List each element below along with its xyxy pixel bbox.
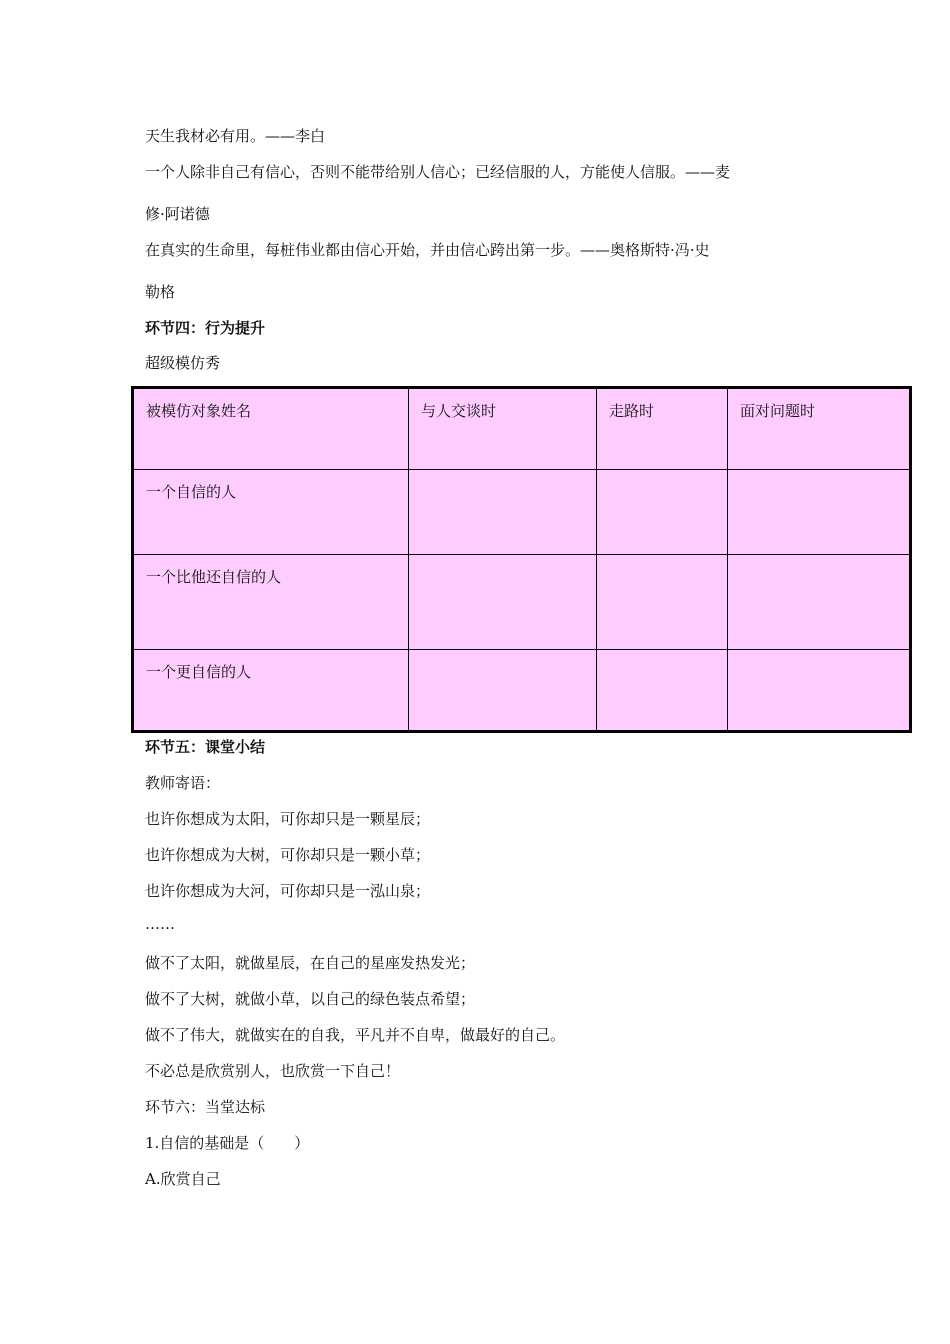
table-row — [133, 555, 911, 650]
table-cell[interactable] — [728, 555, 911, 650]
option-line: A.欣赏自己 — [145, 1170, 221, 1188]
table-cell[interactable] — [597, 555, 728, 650]
imitation-table — [131, 386, 912, 733]
table-cell[interactable] — [728, 470, 911, 555]
text-line: 做不了伟大，就做实在的自我，平凡并不自卑，做最好的自己。 — [145, 1026, 566, 1044]
quote-line: 天生我材必有用。——李白 — [145, 127, 326, 145]
table-row — [133, 470, 911, 555]
table-cell[interactable] — [597, 470, 728, 555]
section-heading: 环节六：当堂达标 — [145, 1098, 266, 1116]
text-line: 教师寄语： — [145, 774, 221, 792]
table-cell: 一个更自信的人 — [133, 650, 409, 732]
text-line: 做不了大树，就做小草，以自己的绿色装点希望； — [145, 990, 476, 1008]
table-cell: 一个自信的人 — [133, 470, 409, 555]
table-header-cell: 与人交谈时 — [409, 388, 597, 470]
section-heading: 环节五：课堂小结 — [145, 738, 266, 756]
text-line: 也许你想成为大河，可你却只是一泓山泉； — [145, 882, 431, 900]
table-header-cell: 走路时 — [597, 388, 728, 470]
section-heading: 环节四：行为提升 — [145, 319, 266, 337]
quote-line: 一个人除非自己有信心，否则不能带给别人信心；已经信服的人，方能使人信服。——麦 — [145, 163, 731, 181]
table-cell[interactable] — [728, 650, 911, 732]
table-header-row — [133, 388, 911, 470]
table-cell[interactable] — [409, 470, 597, 555]
table-cell[interactable] — [409, 555, 597, 650]
quote-line: 在真实的生命里，每桩伟业都由信心开始，并由信心跨出第一步。——奥格斯特·冯·史 — [145, 241, 710, 259]
table-header-cell: 被模仿对象姓名 — [133, 388, 409, 470]
question-line: 1.自信的基础是（ ） — [145, 1134, 310, 1152]
table-cell[interactable] — [597, 650, 728, 732]
section-subheading: 超级模仿秀 — [145, 354, 221, 372]
table-cell: 一个比他还自信的人 — [133, 555, 409, 650]
text-line: 做不了太阳，就做星辰，在自己的星座发热发光； — [145, 954, 476, 972]
text-line: 不必总是欣赏别人，也欣赏一下自己！ — [145, 1062, 401, 1080]
text-line: 也许你想成为太阳，可你却只是一颗星辰； — [145, 810, 431, 828]
table-header-cell: 面对问题时 — [728, 388, 911, 470]
text-line: …… — [145, 915, 175, 933]
quote-line: 修·阿诺德 — [145, 205, 210, 223]
text-line: 也许你想成为大树，可你却只是一颗小草； — [145, 846, 431, 864]
quote-line: 勒格 — [145, 283, 176, 301]
table-row — [133, 650, 911, 732]
table-cell[interactable] — [409, 650, 597, 732]
